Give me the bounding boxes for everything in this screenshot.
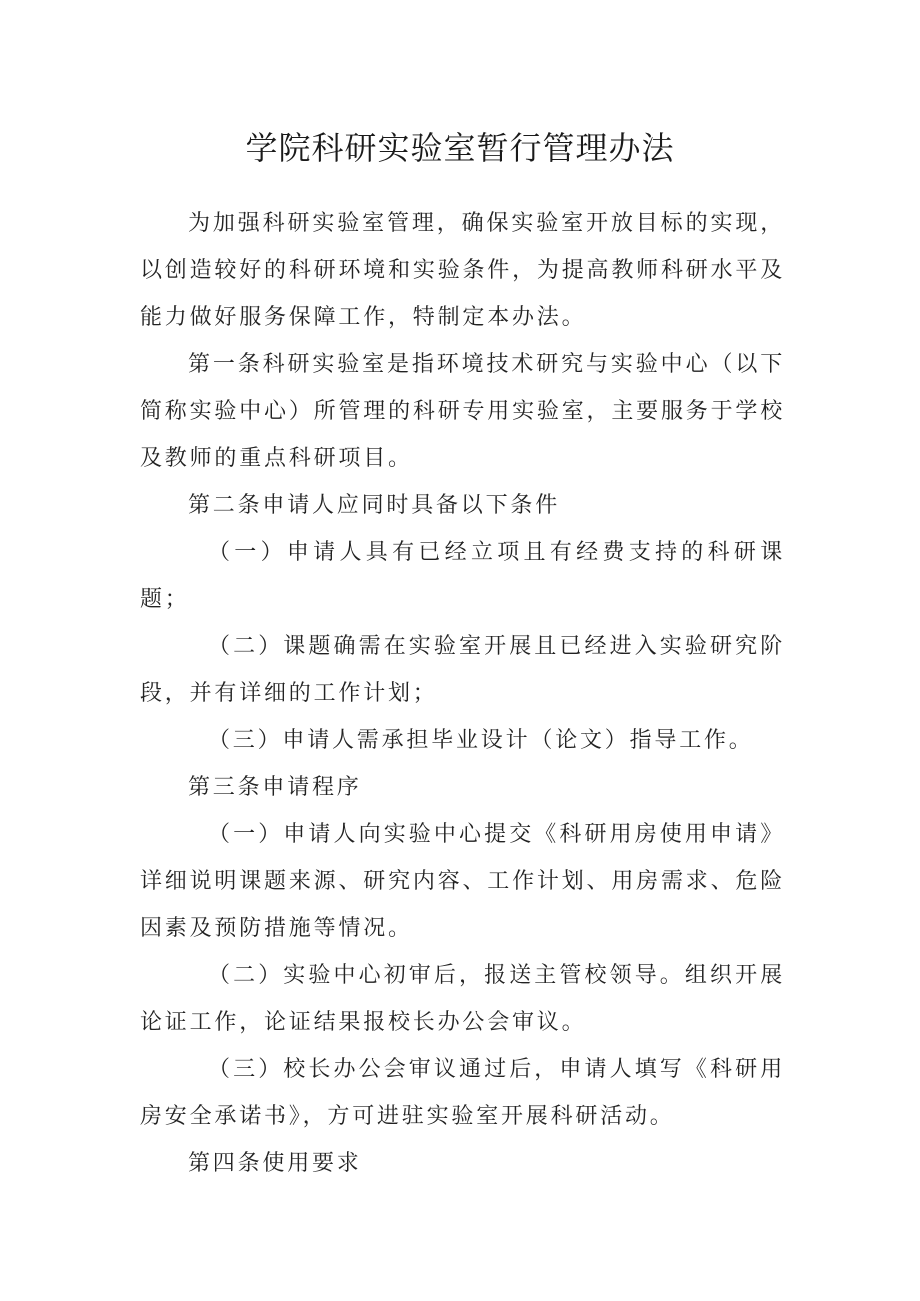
article-3-item-1: （一）申请人向实验中心提交《科研用房使用申请》详细说明课题来源、研究内容、工作计划、用房需求、危险因素及预防措施等情况。 bbox=[140, 822, 785, 941]
article-1-paragraph: 第一条科研实验室是指环境技术研究与实验中心（以下简称实验中心）所管理的科研专用实验室，主要服务于学校及教师的重点科研项目。 bbox=[140, 352, 785, 471]
article-2-heading: 第二条申请人应同时具备以下条件 bbox=[188, 493, 561, 518]
article-2-item-3: （三）申请人需承担毕业设计（论文）指导工作。 bbox=[208, 728, 754, 753]
document-body bbox=[140, 200, 785, 1187]
article-3-item-3: （三）校长办公会审议通过后，申请人填写《科研用房安全承诺书》，方可进驻实验室开展科研活动。 bbox=[140, 1057, 785, 1129]
article-3-item-2: （二）实验中心初审后，报送主管校领导。组织开展论证工作，论证结果报校长办公会审议。 bbox=[140, 963, 785, 1035]
article-3-heading: 第三条申请程序 bbox=[188, 775, 362, 800]
article-4-heading: 第四条使用要求 bbox=[188, 1151, 362, 1176]
intro-paragraph: 为加强科研实验室管理，确保实验室开放目标的实现，以创造较好的科研环境和实验条件，为提高教师科研水平及能力做好服务保障工作，特制定本办法。 bbox=[140, 211, 785, 330]
article-2-item-1: （一）申请人具有已经立项且有经费支持的科研课题； bbox=[140, 540, 785, 612]
article-2-item-2: （二）课题确需在实验室开展且已经进入实验研究阶段，并有详细的工作计划； bbox=[140, 634, 785, 706]
document-title: 学院科研实验室暂行管理办法 bbox=[245, 129, 675, 167]
